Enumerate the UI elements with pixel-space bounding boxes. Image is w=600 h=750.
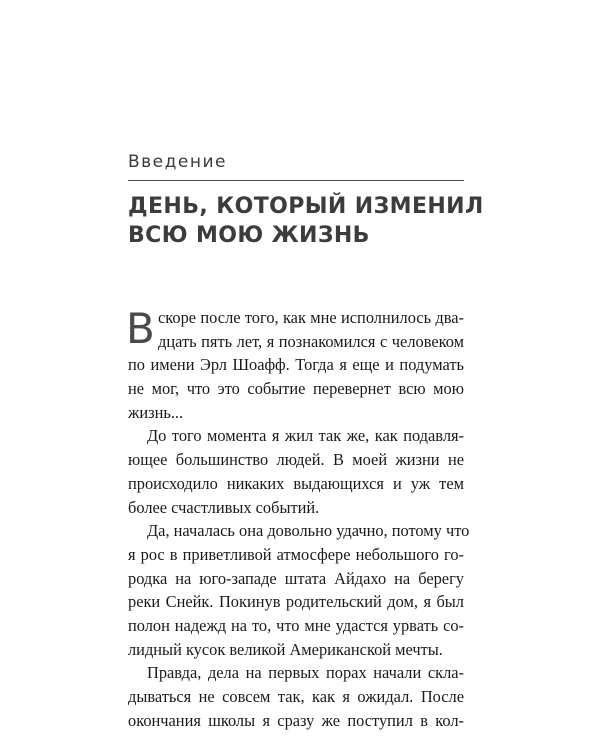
text-line: реки Снейк. Покинув родительский дом, я был [128,592,464,612]
section-label: Введение [128,152,227,172]
text-line: Правда, дела на первых порах начали скла- [147,663,464,683]
body-text [126,304,470,732]
section-divider [128,180,464,181]
text-line: До того момента я жил так же, как подавля- [147,426,464,446]
text-line: не мог, что это событие перевернет всю мою [128,379,464,399]
text-line: полон надежд на то, что мне удастся урвать со- [128,615,464,635]
text-line: более счастливых событий. [128,497,320,517]
text-line: происходило никаких выдающихся и уж тем [128,473,464,493]
text-line: я рос в приветливой атмосфере небольшого го- [128,544,464,564]
text-line: ющее большинство людей. В моей жизни не [128,450,464,470]
text-line: окончания школы я сразу же поступил в кол- [128,710,464,730]
text-line: Да, началась она довольно удачно, потому что [147,521,470,541]
chapter-title [128,192,484,250]
text-line: родка на юго-западе штата Айдахо на берегу [128,568,464,588]
chapter-title-line: ВСЮ МОЮ ЖИЗНЬ [128,223,370,248]
text-line: жизнь... [128,402,184,422]
text-line: по имени Эрл Шоафф. Тогда я еще и подумать [128,355,464,375]
drop-cap: В [126,304,155,353]
text-line: лидный кусок великой Американской мечты. [128,639,443,659]
text-line: дцать пять лет, я познакомился с человеком [158,331,464,351]
text-line: скоре после того, как мне исполнилось два- [158,308,464,327]
chapter-title-line: ДЕНЬ, КОТОРЫЙ ИЗМЕНИЛ [128,194,484,219]
text-line: дываться не совсем так, как я ожидал. После [128,687,464,706]
